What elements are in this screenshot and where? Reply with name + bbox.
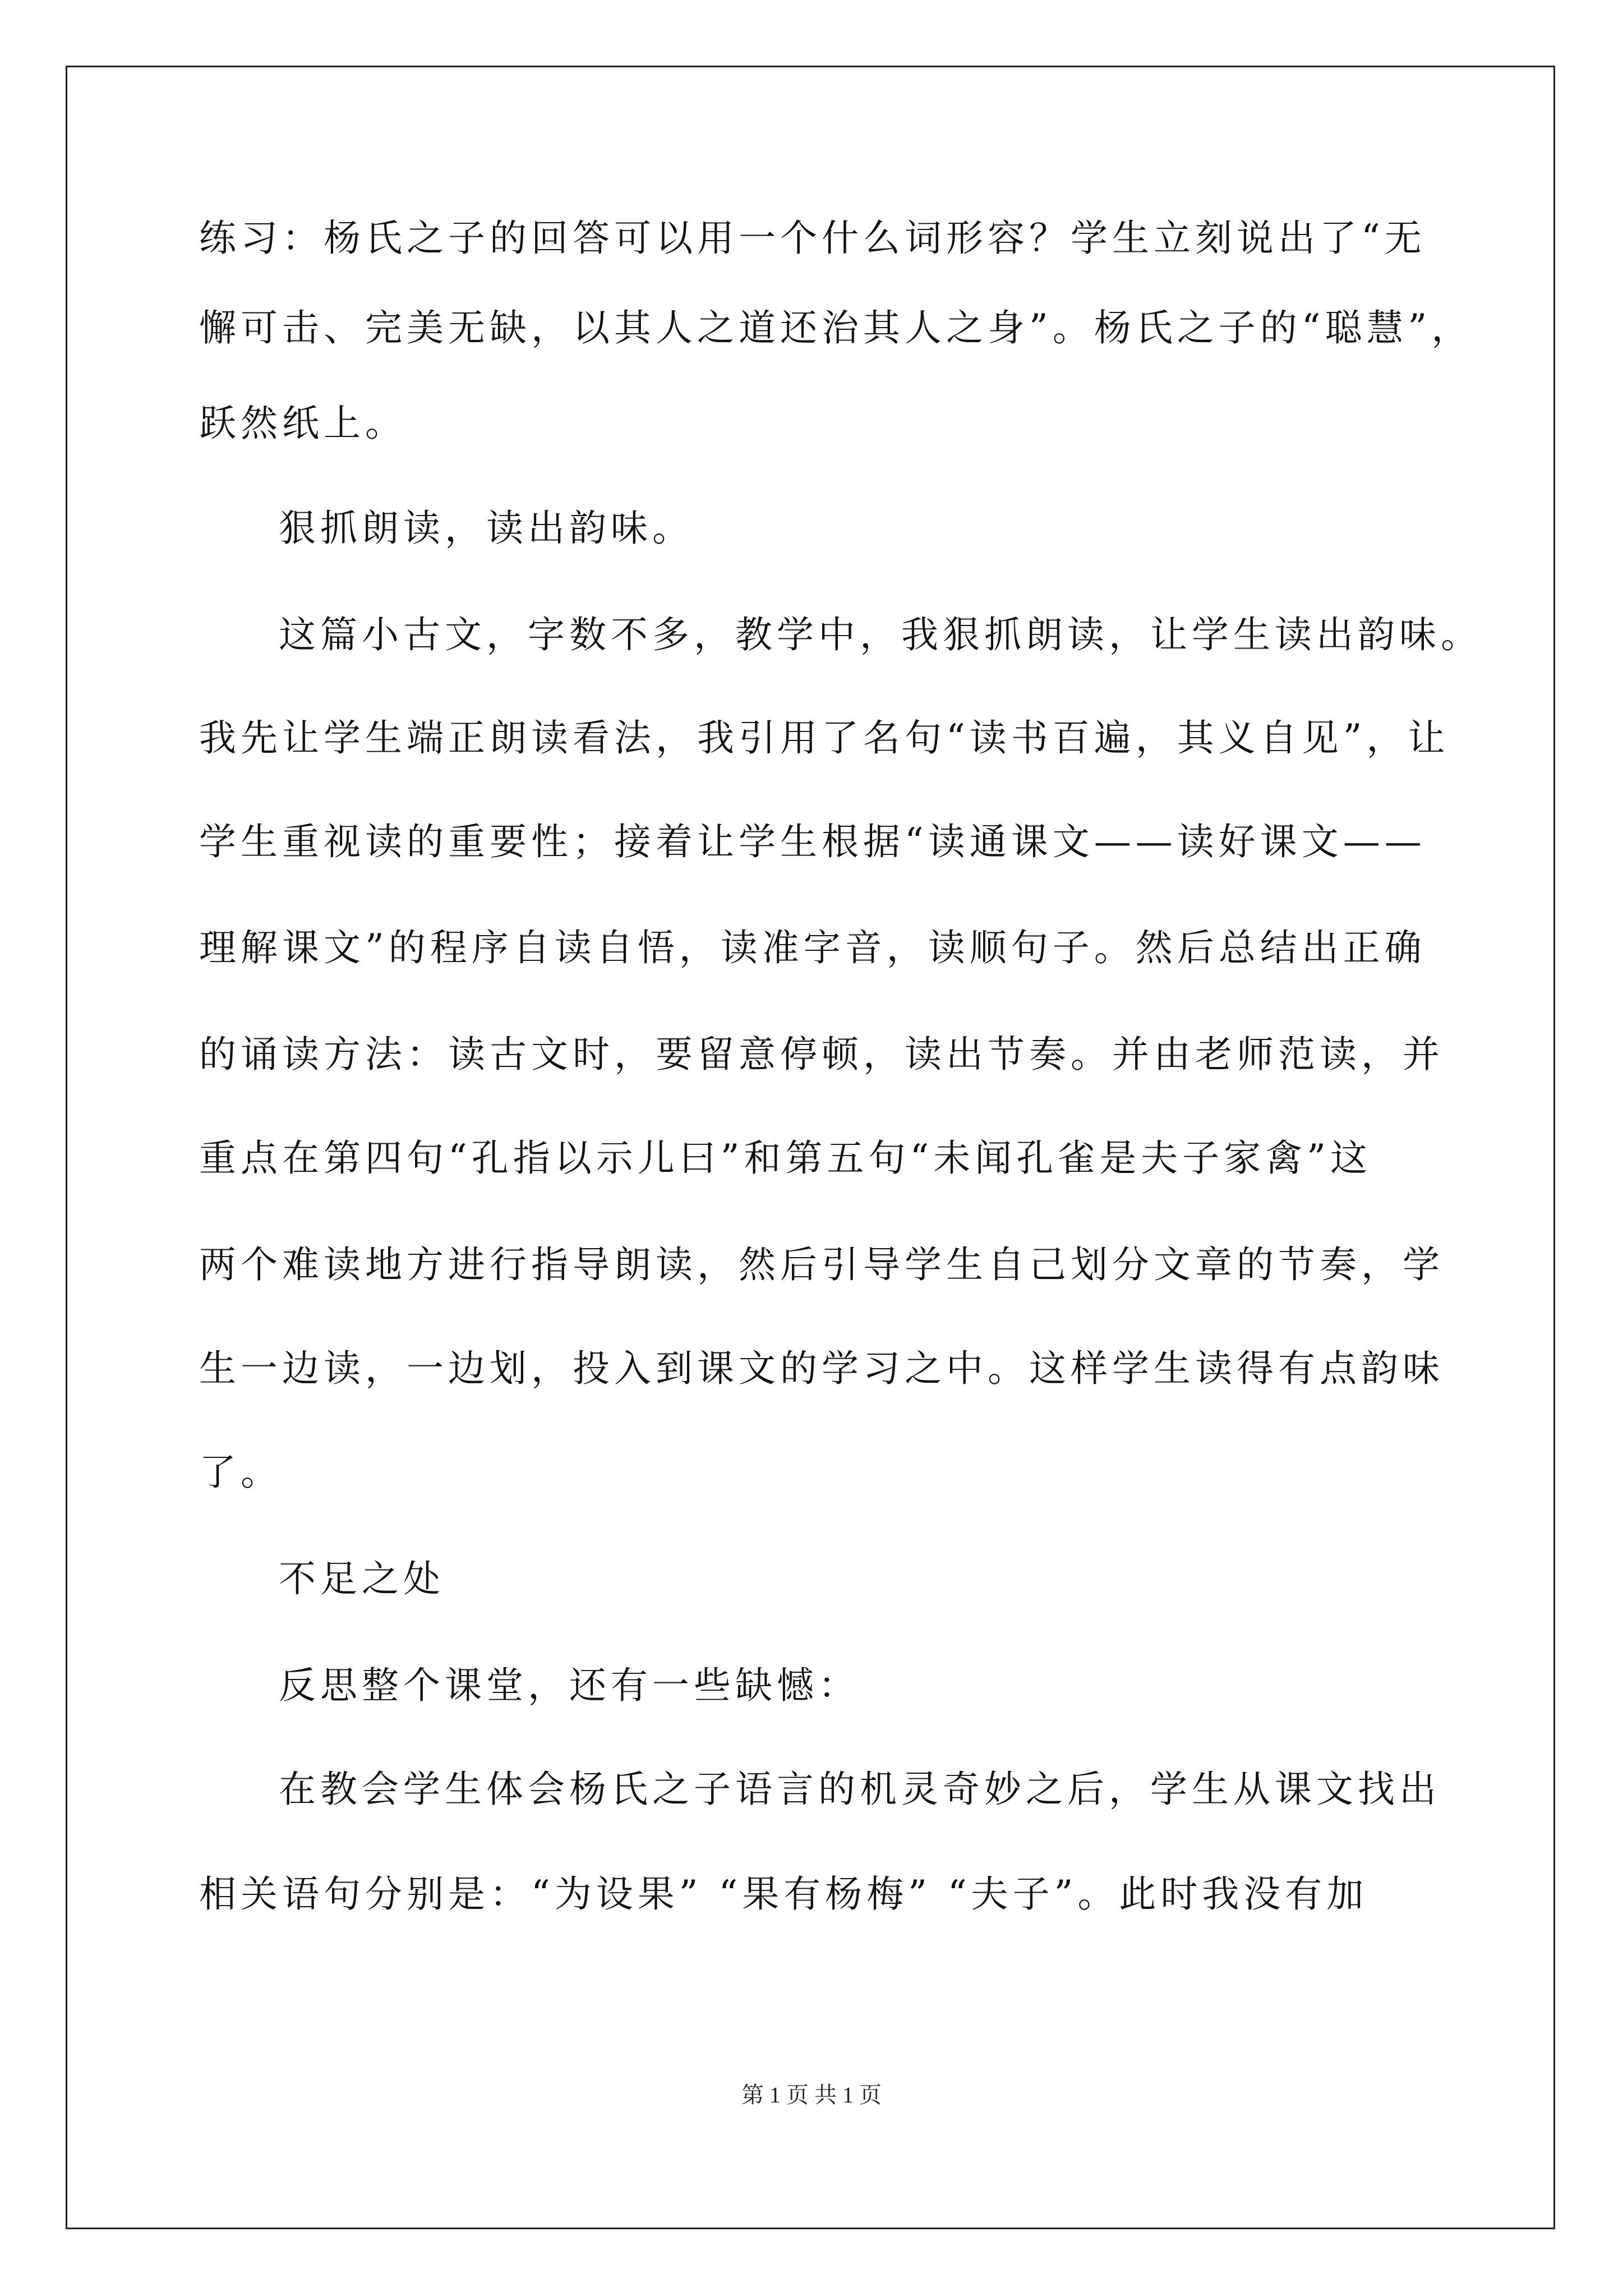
text-line: 理解课文”的程序自读自悟，读准字音，读顺句子。然后总结出正确 [199, 926, 1426, 969]
text-line: 生一边读，一边划，投入到课文的学习之中。这样学生读得有点韵味 [199, 1347, 1444, 1390]
text-line: 练习：杨氏之子的回答可以用一个什么词形容？学生立刻说出了“无 [199, 217, 1426, 260]
text-line: 了。 [199, 1451, 282, 1494]
text-line: 的诵读方法：读古文时，要留意停顿，读出节奏。并由老师范读，并 [199, 1033, 1444, 1076]
text-line: 懈可击、完美无缺，以其人之道还治其人之身”。杨氏之子的“聪慧”， [199, 306, 1473, 349]
text-line: 两个难读地方进行指导朗读，然后引导学生自己划分文章的节奏，学 [199, 1243, 1444, 1286]
text-line: 这篇小古文，字数不多，教学中，我狠抓朗读，让学生读出韵味。 [279, 613, 1482, 656]
text-line: 在教会学生体会杨氏之子语言的机灵奇妙之后，学生从课文找出 [279, 1768, 1441, 1811]
text-line: 相关语句分别是：“为设果” “果有杨梅” “夫子”。此时我没有加 [199, 1872, 1368, 1916]
text-line: 重点在第四句“孔指以示儿曰”和第五句“未闻孔雀是夫子家禽”这 [199, 1137, 1372, 1180]
text-line: 我先让学生端正朗读看法，我引用了名句“读书百遍，其义自见”，让 [199, 716, 1450, 760]
section-heading: 不足之处 [279, 1557, 445, 1600]
text-line: 反思整个课堂，还有一些缺憾： [279, 1664, 860, 1707]
text-line: 跃然纸上。 [199, 402, 407, 445]
text-line: 学生重视读的重要性；接着让学生根据“读通课文——读好课文—— [199, 820, 1426, 863]
page-number: 第 1 页 共 1 页 [741, 2082, 882, 2108]
paragraph-heading: 狠抓朗读，读出韵味。 [279, 507, 694, 550]
